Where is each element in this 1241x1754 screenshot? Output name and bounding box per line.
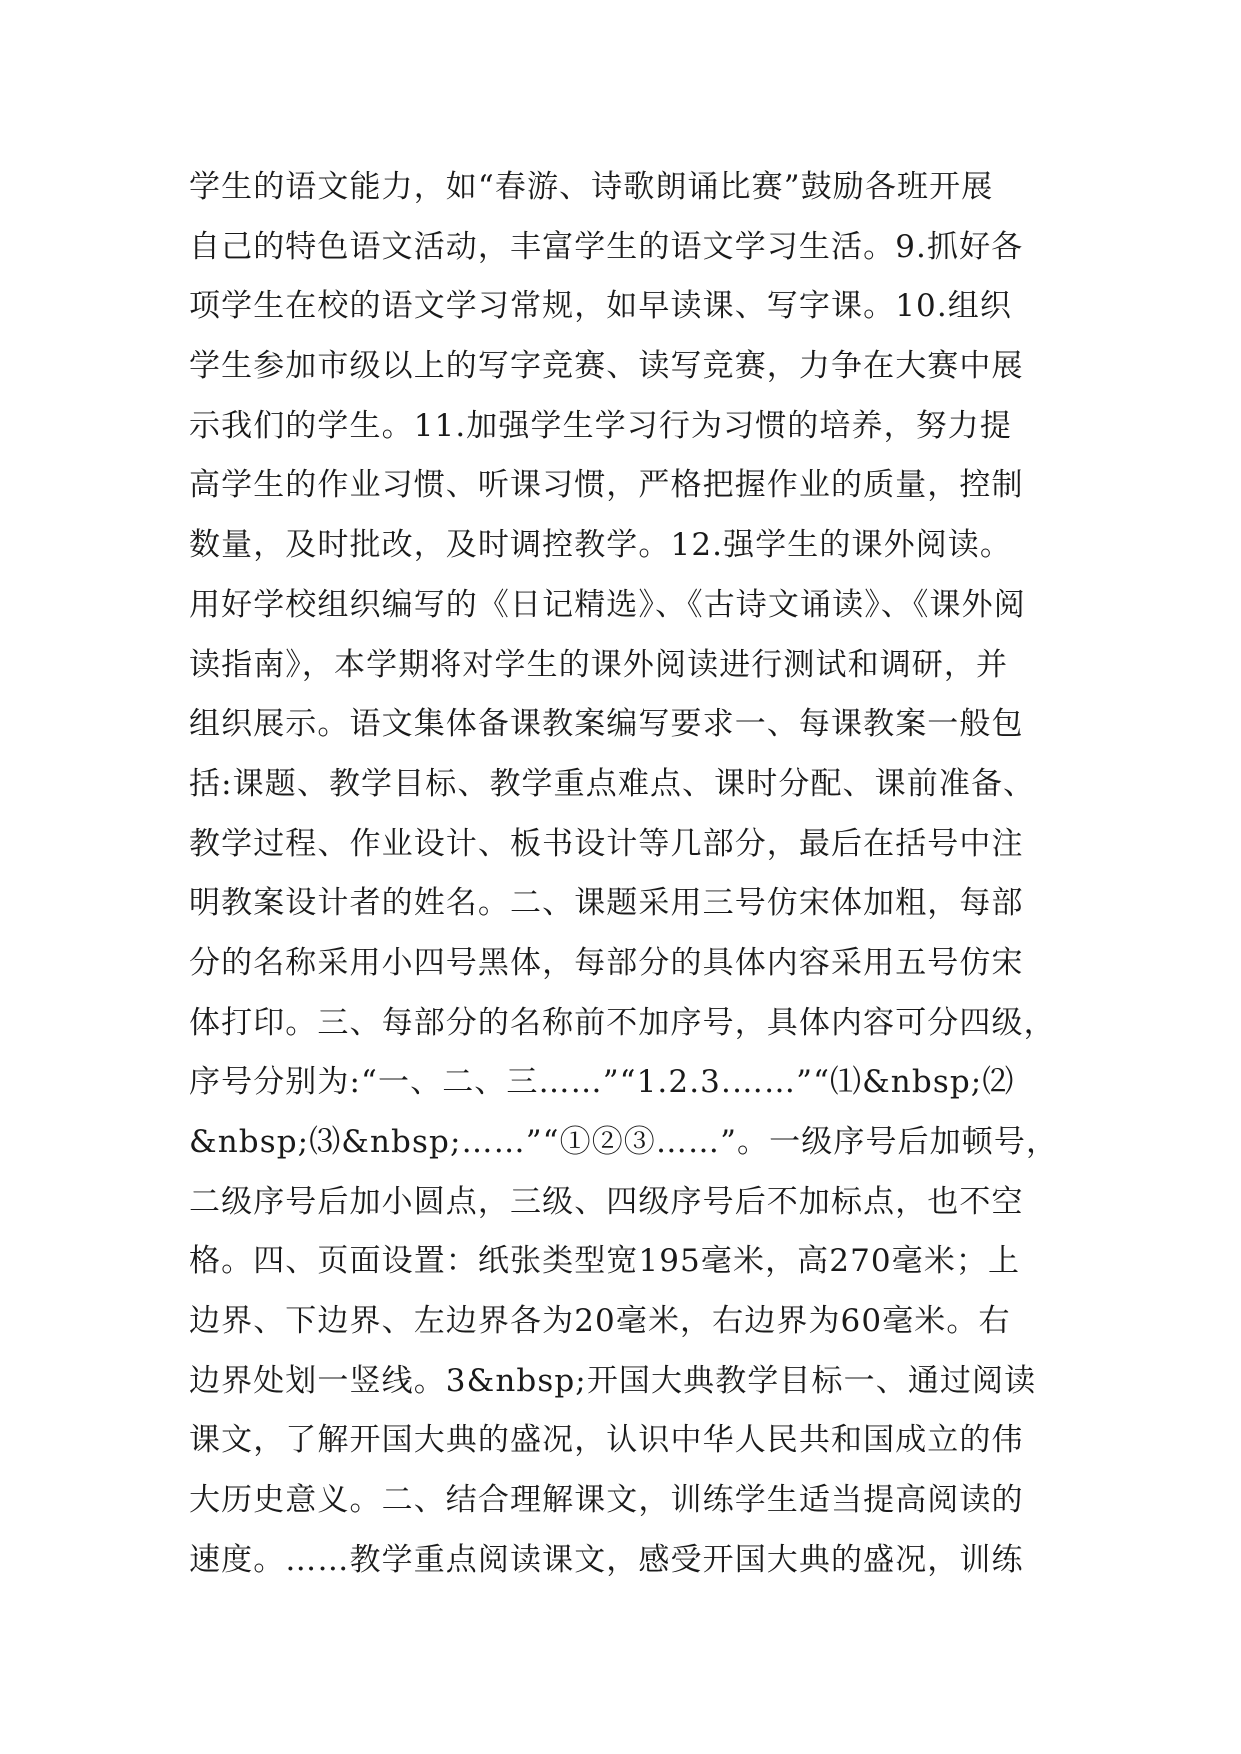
text-line: 项学生在校的语文学习常规，如早读课、写字课。10.组织 — [189, 288, 1012, 325]
text-line: 读指南》，本学期将对学生的课外阅读进行测试和调研，并 — [189, 646, 1009, 683]
text-line: 体打印。三、每部分的名称前不加序号，具体内容可分四级， — [189, 1004, 1056, 1041]
text-line: 边界处划一竖线。3&nbsp;开国大典教学目标一、通过阅读 — [189, 1362, 1037, 1399]
text-line: 示我们的学生。11.加强学生学习行为习惯的培养，努力提 — [189, 407, 1012, 444]
text-line: 分的名称采用小四号黑体，每部分的具体内容采用五号仿宋 — [189, 944, 1024, 981]
text-line: 边界、下边界、左边界各为20毫米，右边界为60毫米。右 — [189, 1303, 1011, 1340]
text-line: 课文，了解开国大典的盛况，认识中华人民共和国成立的伟 — [189, 1422, 1024, 1459]
text-line: 组织展示。语文集体备课教案编写要求一、每课教案一般包 — [189, 706, 1024, 743]
text-line: 二级序号后加小圆点，三级、四级序号后不加标点，也不空 — [189, 1183, 1024, 1220]
body-text — [189, 158, 1069, 1591]
text-line: 学生的语文能力，如“春游、诗歌朗诵比赛”鼓励各班开展 — [189, 169, 994, 205]
text-line: 自己的特色语文活动，丰富学生的语文学习生活。9.抓好各 — [189, 228, 1024, 265]
text-line: 括:课题、教学目标、教学重点难点、课时分配、课前准备、 — [189, 765, 1036, 802]
text-line: 学生参加市级以上的写字竞赛、读写竞赛，力争在大赛中展 — [189, 348, 1024, 385]
text-line: 数量，及时批改，及时调控教学。12.强学生的课外阅读。 — [189, 527, 1012, 564]
text-line: 格。四、页面设置：纸张类型宽195毫米，高270毫米；上 — [189, 1243, 1021, 1280]
text-line: 序号分别为:“一、二、三……”“1.2.3.……”“⑴&nbsp;⑵ — [189, 1064, 1015, 1101]
text-line: 明教案设计者的姓名。二、课题采用三号仿宋体加粗，每部 — [189, 885, 1024, 922]
text-line: 用好学校组织编写的《日记精选》、《古诗文诵读》、《课外阅 — [189, 586, 1026, 623]
text-line: 教学过程、作业设计、板书设计等几部分，最后在括号中注 — [189, 825, 1024, 862]
text-line: 高学生的作业习惯、听课习惯，严格把握作业的质量，控制 — [189, 467, 1024, 504]
text-line: 速度。……教学重点阅读课文，感受开国大典的盛况，训练 — [189, 1541, 1024, 1578]
text-line: 大历史意义。二、结合理解课文，训练学生适当提高阅读的 — [189, 1482, 1024, 1519]
text-line: &nbsp;⑶&nbsp;……”“①②③……”。一级序号后加顿号， — [189, 1124, 1059, 1160]
